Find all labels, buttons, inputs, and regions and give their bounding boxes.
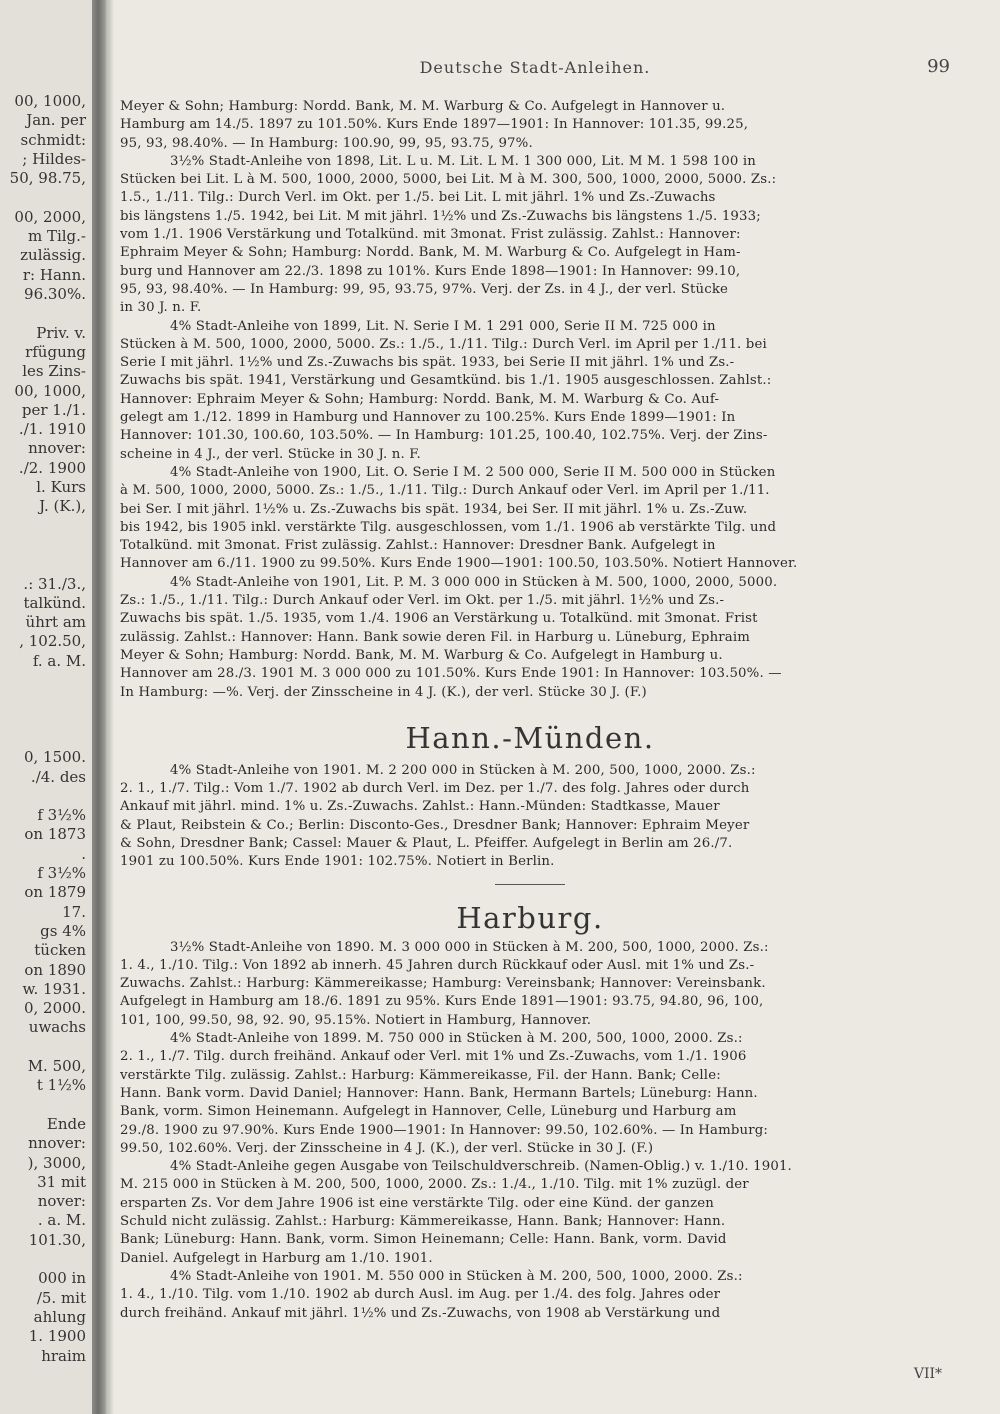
text-line: Schuld nicht zulässig. Zahlst.: Harburg: Kämmereikasse, Hann. Bank; Hannover: Hann. xyxy=(120,1214,726,1230)
text-line: durch freihänd. Ankauf mit jährl. 1½% und Zs.-Zuwachs, von 1908 ab Verstärkung und xyxy=(120,1305,721,1321)
text-line: verstärkte Tilg. zulässig. Zahlst.: Harburg: Kämmereikasse, Fil. der Hann. Bank; Celle: xyxy=(120,1067,721,1083)
facing-page-strip xyxy=(0,0,92,1414)
text-line: Ephraim Meyer & Sohn; Hamburg: Nordd. Bank, M. M. Warburg & Co. Aufgelegt in Ham- xyxy=(120,245,741,261)
facing-page-fragment: 101.30, xyxy=(28,1230,86,1249)
facing-page-fragment: 1. 1900 xyxy=(28,1327,86,1346)
text-line: gelegt am 1./12. 1899 in Hamburg und Hannover zu 100.25%. Kurs Ende 1899—1901: In xyxy=(120,410,736,426)
facing-page-fragment: per 1./1. xyxy=(21,400,86,419)
text-line: Zs.: 1./5., 1./11. Tilg.: Durch Ankauf oder Verl. im Okt. per 1./5. mit jährl. 1½% und Zs.- xyxy=(120,593,725,609)
facing-page-fragment: f 3½% xyxy=(37,864,86,882)
text-line: Hann. Bank vorm. David Daniel; Hannover: Hann. Bank, Hermann Bartels; Lüneburg: Hann. xyxy=(120,1085,758,1101)
text-line: 101, 100, 99.50, 98, 92. 90, 95.15%. Notiert in Hamburg, Hannover. xyxy=(120,1012,592,1028)
text-line: 3½% Stadt-Anleihe von 1890. M. 3 000 000 in Stücken à M. 200, 500, 1000, 2000. Zs.: xyxy=(170,939,769,955)
facing-page-fragment: nnover: xyxy=(28,439,86,458)
text-line: & Plaut, Reibstein & Co.; Berlin: Disconto-Ges., Dresdner Bank; Hannover: Ephraim Meyer xyxy=(120,817,750,833)
text-line: Bank; Lüneburg: Hann. Bank, vorm. Simon Heinemann; Celle: Hann. Bank, vorm. David xyxy=(120,1232,727,1248)
facing-page-fragment: f. a. M. xyxy=(32,651,86,670)
facing-page-fragment: nover: xyxy=(37,1192,86,1211)
facing-page-fragment: 96.30%. xyxy=(24,285,86,303)
signature-mark: VII* xyxy=(913,1366,942,1382)
facing-page-fragment: 31 mit xyxy=(37,1172,86,1191)
facing-page-fragment: nnover: xyxy=(28,1134,86,1153)
facing-page-fragment: ührt am xyxy=(25,613,86,632)
text-line: Totalkünd. mit 3monat. Frist zulässig. Zahlst.: Hannover: Dresdner Bank. Aufgelegt in xyxy=(120,538,716,554)
text-line: Hannover am 6./11. 1900 zu 99.50%. Kurs Ende 1900—1901: 100.50, 103.50%. Notiert Hannover. xyxy=(120,556,798,572)
facing-page-fragment: talkünd. xyxy=(23,593,86,612)
facing-page-fragment: l. Kurs xyxy=(36,478,86,496)
text-line: Meyer & Sohn; Hamburg: Nordd. Bank, M. M. Warburg & Co. Aufgelegt in Hannover u. xyxy=(120,99,726,114)
text-line: 2. 1., 1./7. Tilg.: Vom 1./7. 1902 ab durch Verl. im Dez. per 1./7. des folg. Jahres oder durch xyxy=(120,781,750,797)
text-line: & Sohn, Dresdner Bank; Cassel: Mauer & Plaut, L. Pfeiffer. Aufgelegt in Berlin am 26./7. xyxy=(120,835,733,851)
facing-page-fragment: .: 31./3., xyxy=(23,574,86,593)
text-line: Ankauf mit jährl. mind. 1% u. Zs.-Zuwachs. Zahlst.: Hann.-Münden: Stadtkasse, Mauer xyxy=(120,799,720,815)
facing-page-fragment: ./2. 1900 xyxy=(18,458,86,477)
page-number: 99 xyxy=(927,56,950,77)
book-gutter xyxy=(92,0,108,1414)
text-line: in 30 J. n. F. xyxy=(120,300,202,316)
facing-page-fragment: on 1879 xyxy=(24,883,86,902)
facing-page-fragment: J. (K.), xyxy=(39,497,86,516)
text-line: 4% Stadt-Anleihe von 1899, Lit. N. Serie I M. 1 291 000, Serie II M. 725 000 in xyxy=(170,318,716,334)
text-line: 99.50, 102.60%. Verj. der Zinsscheine in 4 J. (K.), der verl. Stücke in 30 J. (F.) xyxy=(120,1140,654,1156)
facing-page-fragment: m Tilg.- xyxy=(27,227,86,246)
text-line: 95, 93, 98.40%. — In Hamburg: 99, 95, 93.75, 97%. Verj. der Zs. in 4 J., der verl. Stücke xyxy=(120,281,729,297)
text-line: Stücken à M. 500, 1000, 2000, 5000. Zs.: 1./5., 1./11. Tilg.: Durch Verl. im April per 1./11. bei xyxy=(120,336,767,352)
text-line: à M. 500, 1000, 2000, 5000. Zs.: 1./5., 1./11. Tilg.: Durch Ankauf oder Verl. im April per 1./11. xyxy=(120,483,770,499)
text-line: Aufgelegt in Hamburg am 18./6. 1891 zu 95%. Kurs Ende 1891—1901: 93.75, 94.80, 96, 100, xyxy=(120,994,764,1010)
text-line: Zuwachs. Zahlst.: Harburg: Kämmereikasse; Hamburg: Vereinsbank; Hannover: Vereinsbank. xyxy=(120,976,766,992)
text-line: bis längstens 1./5. 1942, bei Lit. M mit jährl. 1½% und Zs.-Zuwachs bis längstens 1./5. 1933; xyxy=(120,208,761,224)
text-line: Serie I mit jährl. 1½% und Zs.-Zuwachs bis spät. 1933, bei Serie II mit jährl. 1% und Zs.- xyxy=(120,355,735,371)
text-line: zulässig. Zahlst.: Hannover: Hann. Bank sowie deren Fil. in Harburg u. Lüneburg, Ephraim xyxy=(120,629,751,645)
facing-page-fragment: ), 3000, xyxy=(27,1153,86,1172)
facing-page-fragment: les Zins- xyxy=(22,362,86,381)
text-line: bis 1942, bis 1905 inkl. verstärkte Tilg. ausgeschlossen, vom 1./1. 1906 ab verstärkte Tilg. und xyxy=(120,519,777,535)
facing-page-fragment: ahlung xyxy=(33,1307,86,1326)
text-line: 4% Stadt-Anleihe von 1901. M. 550 000 in Stücken à M. 200, 500, 1000, 2000. Zs.: xyxy=(170,1268,743,1284)
facing-page-fragment: rfügung xyxy=(25,342,86,361)
hannover-continuation xyxy=(120,98,940,702)
hann-muenden-section xyxy=(120,762,940,872)
section-heading-harburg: Harburg. xyxy=(456,900,604,935)
facing-page-fragment: on 1890 xyxy=(24,960,86,979)
text-line: 4% Stadt-Anleihe gegen Ausgabe von Teilschuldverschreib. (Namen-Oblig.) v. 1./10. 1901. xyxy=(170,1159,792,1175)
facing-page-fragment: 00, 1000, xyxy=(14,92,86,110)
text-line: 1901 zu 100.50%. Kurs Ende 1901: 102.75%. Notiert in Berlin. xyxy=(120,854,555,870)
page-body xyxy=(120,98,940,1323)
text-line: scheine in 4 J., der verl. Stücke in 30 J. n. F. xyxy=(120,446,421,462)
facing-page-fragment: 0, 1500. xyxy=(23,748,86,767)
facing-page-fragment: /5. mit xyxy=(36,1288,86,1307)
facing-page-fragment: w. 1931. xyxy=(22,979,86,998)
facing-page-fragment: Ende xyxy=(46,1114,86,1133)
text-line: In Hamburg: —%. Verj. der Zinsscheine in 4 J. (K.), der verl. Stücke 30 J. (F.) xyxy=(120,684,647,700)
text-line: Daniel. Aufgelegt in Harburg am 1./10. 1901. xyxy=(120,1250,433,1266)
facing-page-fragment: M. 500, xyxy=(27,1057,86,1075)
text-line: 1. 4., 1./10. Tilg.: Von 1892 ab innerh. 45 Jahren durch Rückkauf oder Ausl. mit 1% und Zs.- xyxy=(120,957,755,973)
facing-page-fragment: tücken xyxy=(34,941,86,960)
text-line: 1.5., 1./11. Tilg.: Durch Verl. im Okt. per 1./5. bei Lit. L mit jährl. 1% und Zs.-Zuwachs xyxy=(120,190,716,206)
text-line: Hannover: 101.30, 100.60, 103.50%. — In Hamburg: 101.25, 100.40, 102.75%. Verj. der Zins- xyxy=(120,428,768,444)
facing-page-fragment: r: Hann. xyxy=(22,265,86,284)
facing-page-fragment: . a. M. xyxy=(37,1211,86,1230)
facing-page-fragment: on 1873 xyxy=(24,825,86,844)
page-header xyxy=(120,58,950,80)
text-line: Meyer & Sohn; Hamburg: Nordd. Bank, M. M. Warburg & Co. Aufgelegt in Hamburg u. xyxy=(120,647,723,663)
facing-page-fragment: Priv. v. xyxy=(36,323,86,342)
gutter-shadow xyxy=(108,0,114,1414)
text-line: Stücken bei Lit. L à M. 500, 1000, 2000, 5000, bei Lit. M à M. 300, 500, 1000, 2000, 5000. Zs.: xyxy=(120,172,777,188)
text-line: 4% Stadt-Anleihe von 1900, Lit. O. Serie I M. 2 500 000, Serie II M. 500 000 in Stücken xyxy=(170,464,776,480)
section-heading-hann-muenden: Hann.-Münden. xyxy=(405,720,655,755)
text-line: 29./8. 1900 zu 97.90%. Kurs Ende 1900—1901: In Hannover: 99.50, 102.60%. — In Hamburg: xyxy=(120,1122,769,1138)
text-line: Zuwachs bis spät. 1./5. 1935, vom 1./4. 1906 an Verstärkung u. Totalkünd. mit 3monat. Frist xyxy=(120,611,758,627)
facing-page-fragment: hraim xyxy=(41,1346,86,1365)
text-line: Hannover am 28./3. 1901 M. 3 000 000 zu 101.50%. Kurs Ende 1901: In Hannover: 103.50%. — xyxy=(120,666,782,682)
text-line: 1. 4., 1./10. Tilg. vom 1./10. 1902 ab durch Ausl. im Aug. per 1./4. des folg. Jahres oder xyxy=(120,1287,721,1303)
facing-page-fragment: schmidt: xyxy=(20,130,86,149)
facing-page-fragment: ./1. 1910 xyxy=(18,420,86,439)
facing-page-fragment: zulässig. xyxy=(20,246,86,265)
text-line: burg und Hannover am 22./3. 1898 zu 101%. Kurs Ende 1898—1901: In Hannover: 99.10, xyxy=(120,263,741,279)
text-line: 4% Stadt-Anleihe von 1899. M. 750 000 in Stücken à M. 200, 500, 1000, 2000. Zs.: xyxy=(170,1031,743,1047)
text-line: vom 1./1. 1906 Verstärkung und Totalkünd. mit 3monat. Frist zulässig. Zahlst.: Hannover: xyxy=(120,227,741,243)
facing-page-fragment: 17. xyxy=(62,902,86,921)
text-line: 3½% Stadt-Anleihe von 1898, Lit. L u. M. Lit. L M. 1 300 000, Lit. M M. 1 598 100 in xyxy=(170,153,756,169)
facing-page-fragment: ./4. des xyxy=(30,767,86,786)
facing-page-fragment: f 3½% xyxy=(37,806,86,825)
facing-page-fragment: Jan. per xyxy=(26,111,86,130)
text-line: Hannover: Ephraim Meyer & Sohn; Hamburg: Nordd. Bank, M. M. Warburg & Co. Auf- xyxy=(120,391,720,407)
facing-page-fragment: 00, 2000, xyxy=(14,207,86,226)
text-line: 4% Stadt-Anleihe von 1901. M. 2 200 000 in Stücken à M. 200, 500, 1000, 2000. Zs.: xyxy=(170,762,756,778)
text-line: 2. 1., 1./7. Tilg. durch freihänd. Ankauf oder Verl. mit 1% und Zs.-Zuwachs, vom 1./1. 1906 xyxy=(120,1049,747,1065)
text-line: M. 215 000 in Stücken à M. 200, 500, 1000, 2000. Zs.: 1./4., 1./10. Tilg. mit 1% zuzügl. der xyxy=(120,1177,749,1193)
facing-page-fragment: . xyxy=(81,844,86,863)
facing-page-fragment: gs 4% xyxy=(40,921,86,940)
running-title: Deutsche Stadt-Anleihen. xyxy=(419,58,651,77)
text-line: bei Ser. I mit jährl. 1½% u. Zs.-Zuwachs bis spät. 1934, bei Ser. II mit jährl. 1% u. Zs.-Zuw. xyxy=(120,501,748,517)
facing-page-fragment: uwachs xyxy=(28,1018,86,1037)
harburg-section xyxy=(120,939,940,1323)
text-line: 4% Stadt-Anleihe von 1901, Lit. P. M. 3 000 000 in Stücken à M. 500, 1000, 2000, 5000. xyxy=(170,574,778,590)
facing-page-fragment: 00, 1000, xyxy=(14,381,86,400)
text-line: Bank, vorm. Simon Heinemann. Aufgelegt in Hannover, Celle, Lüneburg und Harburg am xyxy=(120,1104,737,1120)
facing-page-fragment: 50, 98.75, xyxy=(9,169,86,188)
facing-page-fragment: 0, 2000. xyxy=(23,999,86,1018)
facing-page-fragment: 000 in xyxy=(38,1269,86,1288)
facing-page-fragment: t 1½% xyxy=(36,1076,86,1095)
text-line: Hamburg am 14./5. 1897 zu 101.50%. Kurs Ende 1897—1901: In Hannover: 101.35, 99.25, xyxy=(120,117,749,133)
facing-page-fragment: ; Hildes- xyxy=(22,149,86,168)
facing-page-fragment: , 102.50, xyxy=(19,632,86,651)
text-line: 95, 93, 98.40%. — In Hamburg: 100.90, 99, 95, 93.75, 97%. xyxy=(120,135,533,151)
text-line: Zuwachs bis spät. 1941, Verstärkung und Gesamtkünd. bis 1./1. 1905 ausgeschlossen. Zahlst.: xyxy=(120,373,772,389)
text-line: ersparten Zs. Vor dem Jahre 1906 ist eine verstärkte Tilg. oder eine Künd. der ganzen xyxy=(120,1195,714,1211)
